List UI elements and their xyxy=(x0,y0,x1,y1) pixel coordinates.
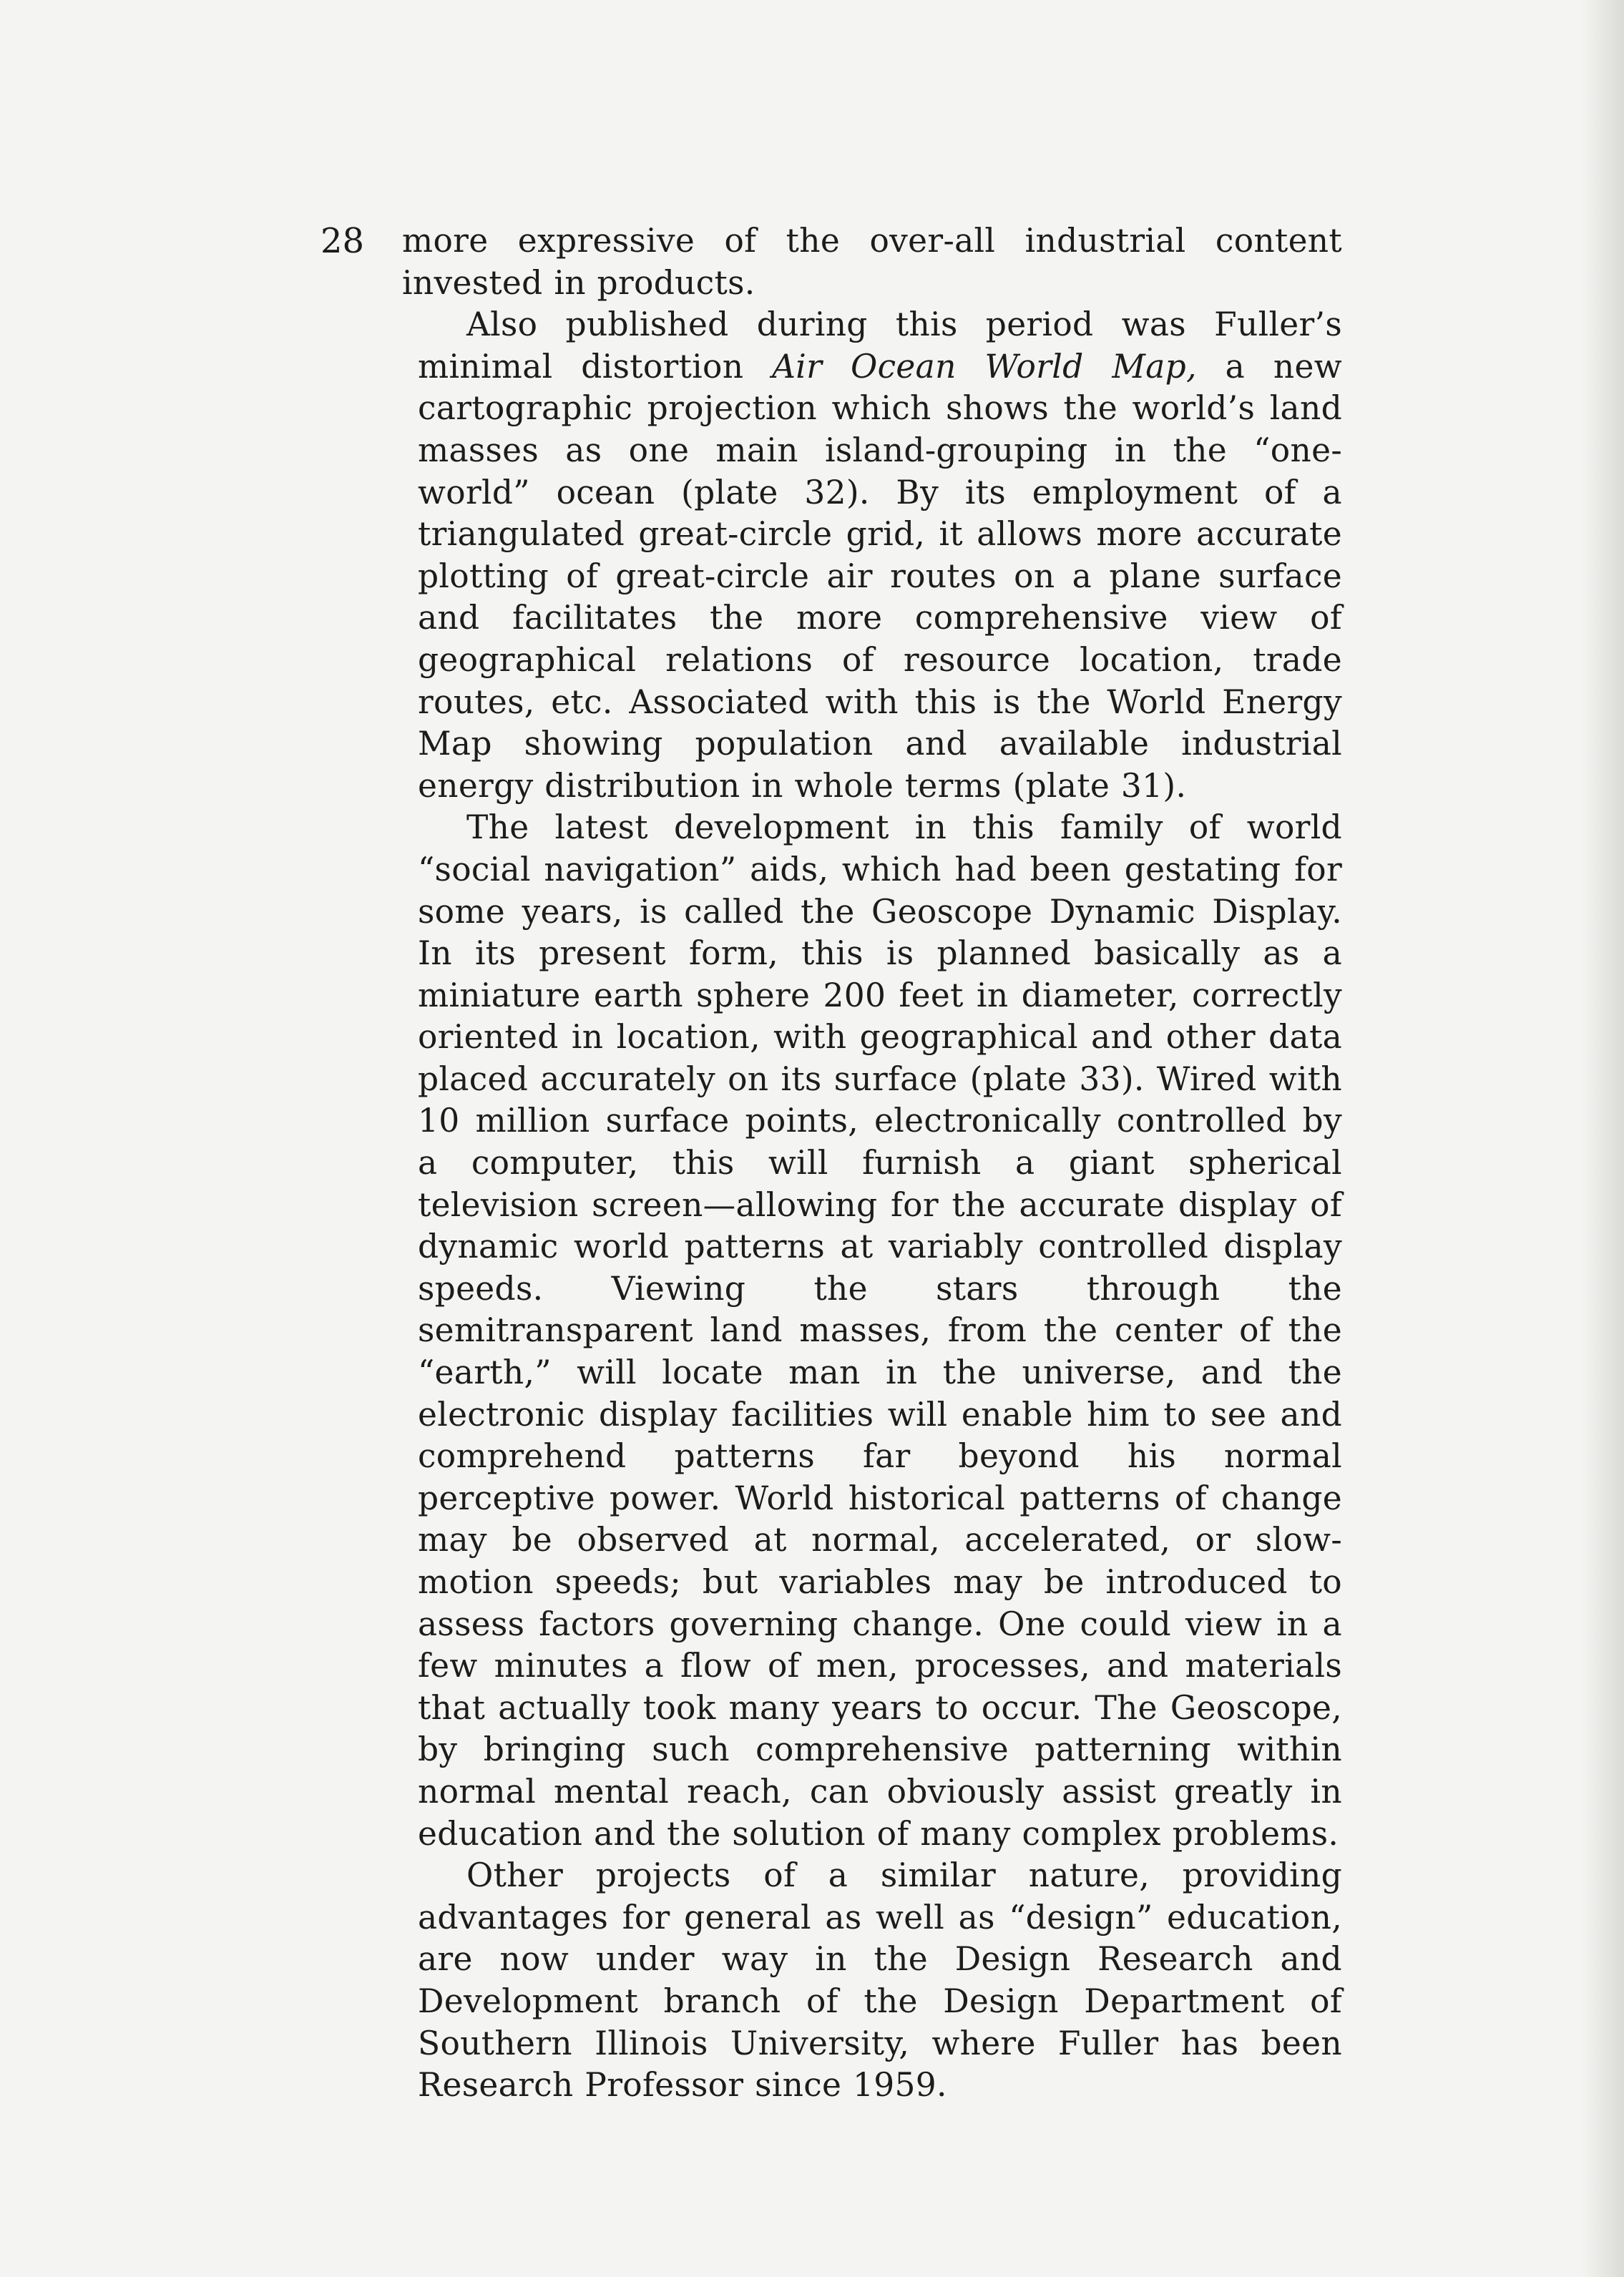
paragraph-geoscope xyxy=(402,807,1342,1855)
paragraph-text: more expressive of the over-all industrial content invested in products. xyxy=(402,222,1342,302)
paragraph-other-projects xyxy=(402,1855,1342,2107)
page-edge-shadow xyxy=(1581,0,1624,2277)
body-text-column xyxy=(402,220,1342,2107)
paragraph-text: Also published during this period was Fuller’s minimal distortion xyxy=(418,305,1342,386)
page-number: 28 xyxy=(321,221,365,261)
paragraph-text: Other projects of a similar nature, providing advantages for general as well as “design” education, are now under way in the Design Research and Development branch of the Design Department of Southern Illinois University, where Fuller has been Research Professor since 1959. xyxy=(418,1856,1342,2105)
paragraph-continuation xyxy=(402,220,1342,304)
paragraph-air-ocean-map xyxy=(402,304,1342,807)
paragraph-text: The latest development in this family of world “social navigation” aids, which had been gestating for some years, is called the Geoscope Dynamic Display. In its present form, this is planned basically as a miniature earth sphere 200 feet in diameter, correctly oriented in location, with geographical and other data placed accurately on its surface (plate 33). Wired with 10 million surface points, electronically controlled by a computer, this will furnish a giant spherical television screen—allowing for the accurate display of dynamic world patterns at variably controlled display speeds. Viewing the stars through the semitransparent land masses, from the center of the “earth,” will locate man in the universe, and the electronic display facilities will enable him to see and comprehend patterns far beyond his normal perceptive power. World historical patterns of change may be observed at normal, accelerated, or slow-motion speeds; but variables may be introduced to assess factors governing change. One could view in a few minutes a flow of men, processes, and materials that actually took many years to occur. The Geoscope, by bringing such comprehensive patterning within normal mental reach, can obviously assist greatly in education and the solution of many complex problems. xyxy=(418,808,1342,1853)
map-title-italic: Air Ocean World Map, xyxy=(772,347,1197,386)
paragraph-text: a new cartographic projection which shows the world’s land masses as one main island-grouping in the “one-world” ocean (plate 32). By its employment of a triangulated great-circle grid, it allows more accurate plotting of great-circle air routes on a plane surface and facilitates the more comprehensive view of geographical relations of resource location, trade routes, etc. Associated with this is the World Energy Map showing population and available industrial energy distribution in whole terms (plate 31). xyxy=(418,347,1343,805)
